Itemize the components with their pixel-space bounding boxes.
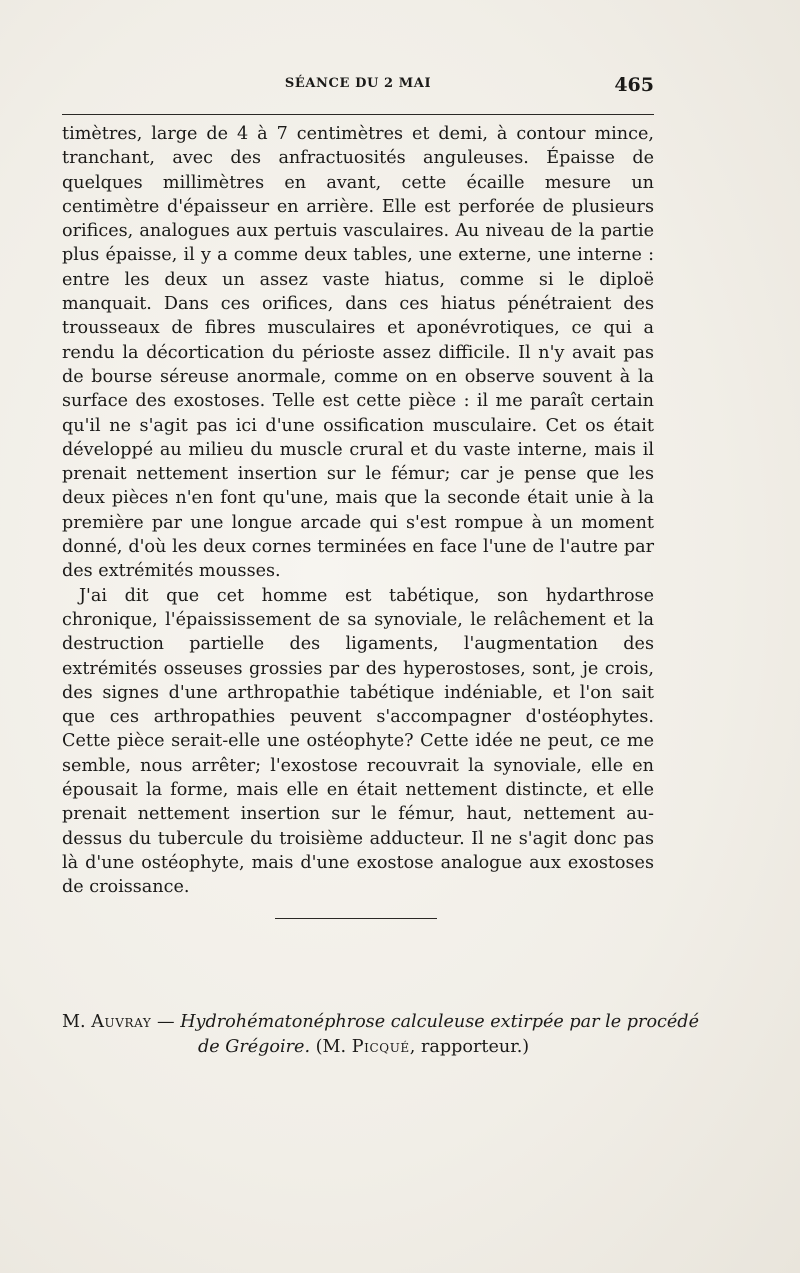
em-dash: —: [157, 1012, 175, 1032]
rapporteur-name: Picqué: [351, 1037, 410, 1057]
rapporteur-suffix: , rapporteur.): [409, 1037, 530, 1057]
rapporteur-prefix: (M.: [315, 1037, 347, 1057]
page-header: [62, 74, 654, 102]
page-number: 465: [614, 74, 654, 96]
paragraph: J'ai dit que cet homme est tabétique, son hydarthrose chronique, l'épaississement de sa synoviale, le relâchement et la destruction partielle des ligaments, l'augmentation des extrémités osseuses grossies par des hyperostoses, sont, je crois, des signes d'une arthropathie tabétique indéniable, et l'on sait que ces arthropathies peuvent s'accompagner d'ostéophytes. Cette pièce serait-elle une ostéophyte? Cette idée ne peut, ce me semble, nous arrêter; l'exostose recouvrait la synoviale, elle en épousait la forme, mais elle en était nettement distincte, et elle prenait nettement insertion sur le fémur, haut, nettement au-dessus du tubercule du troisième adducteur. Il ne s'agit donc pas là d'une ostéophyte, mais d'une exostose analogue aux exostoses de croissance.: [62, 585, 654, 898]
reference-line: [62, 1035, 654, 1060]
author-initial: M.: [62, 1012, 86, 1032]
body-text: [62, 122, 654, 900]
author-name: Auvray: [91, 1012, 152, 1032]
reference-entry: [62, 1010, 699, 1060]
paragraph: timètres, large de 4 à 7 centimètres et demi, à contour mince, tranchant, avec des anfractuosités anguleuses. Épaisse de quelques millimètres en avant, cette écaille mesure un centimètre d'épaisseur en arrière. Elle est perforée de plusieurs orifices, analogues aux pertuis vasculaires. Au niveau de la partie plus épaisse, il y a comme deux tables, une externe, une interne : entre les deux un assez vaste hiatus, comme si le diploë manquait. Dans ces orifices, dans ces hiatus pénétraient des trousseaux de fibres musculaires et aponévrotiques, ce qui a rendu la décortication du périoste assez difficile. Il n'y avait pas de bourse séreuse anormale, comme on en observe souvent à la surface des exostoses. Telle est cette pièce : il me paraît certain qu'il ne s'agit pas ici d'une ossification musculaire. Cet os était développé au milieu du muscle crural et du vaste interne, mais il prenait nettement insertion sur le fémur; car je pense que les deux pièces n'en font qu'une, mais que la seconde était unie à la première par une longue arcade qui s'est rompue à un moment donné, d'où les deux cornes terminées en face l'une de l'autre par des extrémités mousses.: [62, 124, 654, 582]
running-head: SÉANCE DU 2 MAI: [284, 76, 432, 91]
article-title: Hydrohématonéphrose calculeuse extirpée par le procédé: [180, 1012, 699, 1032]
section-separator: [275, 918, 437, 919]
article-title-continued: de Grégoire.: [198, 1037, 311, 1057]
header-rule: [62, 114, 654, 115]
reference-line: [62, 1010, 699, 1035]
